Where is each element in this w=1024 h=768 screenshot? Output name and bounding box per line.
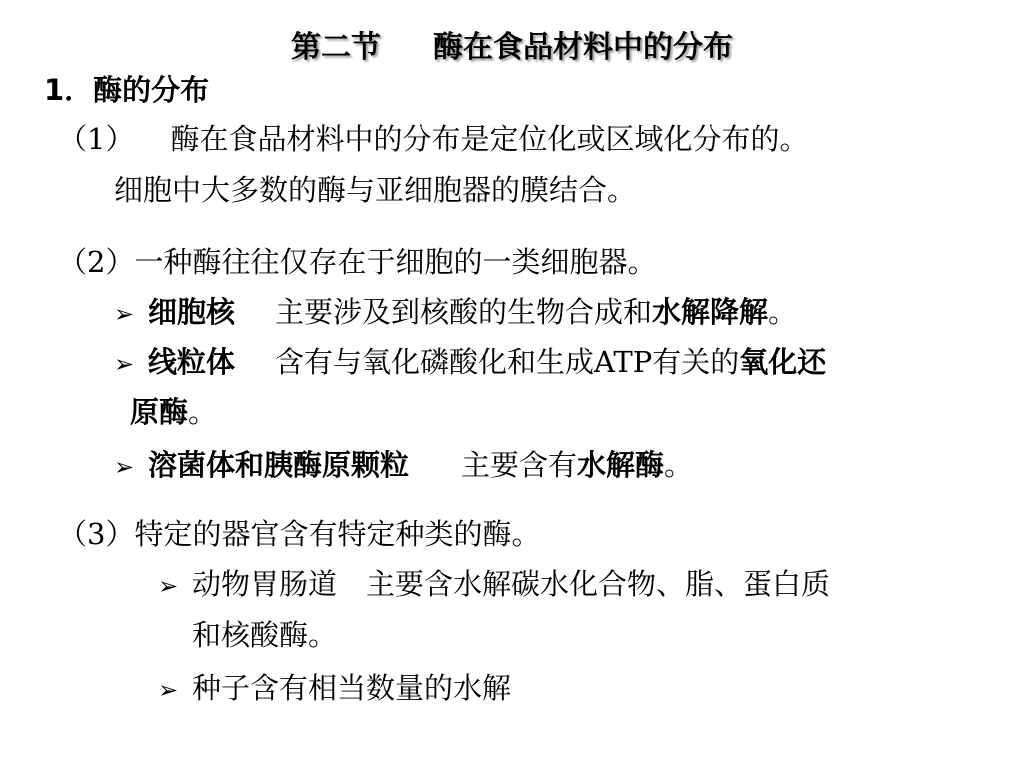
item-text: 主要涉及到核酸的生物合成和 [275,295,653,329]
item-emphasis: 水解降解 [652,295,769,329]
section-label: 第二节 [291,30,381,65]
list-item [158,566,830,604]
slide-title [0,28,1024,68]
arrowhead-bullet-icon: ➢ [158,572,179,600]
arrowhead-bullet-icon: ➢ [114,300,135,328]
item-text: 主要含有 [461,448,578,482]
item-emphasis: 水解酶 [577,448,665,482]
item-label: 线粒体 [148,345,236,379]
list-item [114,447,693,485]
item-end: 。 [188,395,218,429]
item-emphasis: 原酶 [130,395,189,429]
item-end: 。 [664,448,694,482]
sec1-number: （1） [58,122,135,156]
item-label: 细胞核 [148,295,236,329]
arrowhead-bullet-icon: ➢ [114,453,135,481]
item-label: 溶菌体和胰酶原颗粒 [148,448,410,482]
arrowhead-bullet-icon: ➢ [158,676,179,704]
list-item [114,294,797,332]
subheading: 1．酶的分布 [44,73,210,107]
sec1-line [58,121,808,157]
sec2-intro: （2）一种酶往往仅存在于细胞的一类细胞器。 [58,245,657,279]
list-item [158,670,511,708]
sec3-intro: （3）特定的器官含有特定种类的酶。 [58,517,541,551]
item-text: 动物胃肠道 主要含水解碳水化合物、脂、蛋白质 [192,567,831,601]
item-text: 种子含有相当数量的水解 [192,671,512,705]
item-emphasis: 氧化还 [739,345,827,379]
item-text: 含有与氧化磷酸化和生成ATP有关的 [275,345,740,379]
item-end: 。 [768,295,798,329]
list-item-continuation: 和核酸酶。 [192,618,338,652]
sec1-line2: 细胞中大多数的酶与亚细胞器的膜结合。 [114,173,637,207]
list-item-continuation [130,394,217,430]
list-item [114,344,826,382]
section-topic: 酶在食品材料中的分布 [433,30,733,65]
arrowhead-bullet-icon: ➢ [114,350,135,378]
sec1-text: 酶在食品材料中的分布是定位化或区域化分布的。 [170,122,809,156]
